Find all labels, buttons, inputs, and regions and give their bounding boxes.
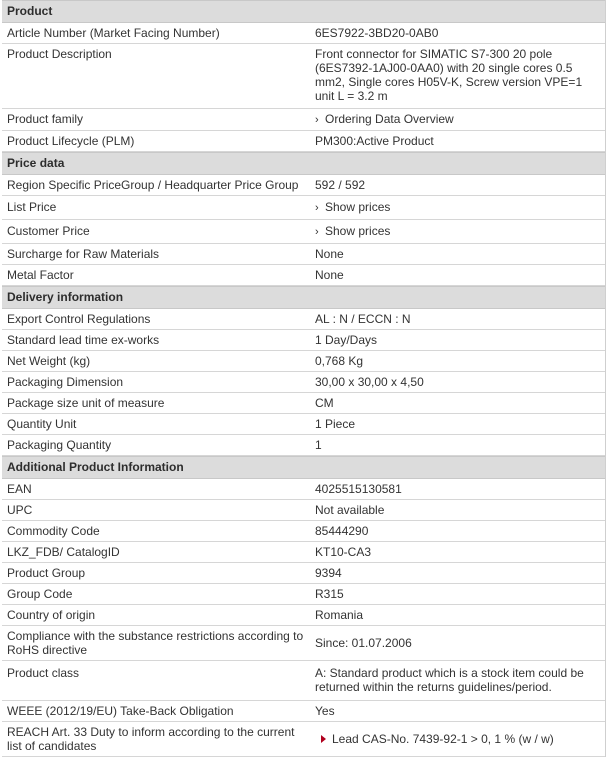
table-row	[2, 220, 605, 244]
row-value: Since: 01.07.2006	[309, 626, 605, 660]
triangle-right-icon	[321, 735, 326, 743]
row-value: 0,768 Kg	[309, 351, 605, 371]
link-label[interactable]: Ordering Data Overview	[325, 112, 454, 126]
row-value: 4025515130581	[309, 479, 605, 499]
row-label: Export Control Regulations	[7, 312, 151, 326]
table-row	[2, 521, 605, 542]
table-row	[2, 265, 605, 286]
row-label: Metal Factor	[7, 268, 74, 282]
row-label: Packaging Quantity	[7, 438, 112, 452]
link-label[interactable]: Show prices	[325, 200, 391, 214]
table-row	[2, 626, 605, 661]
row-label: REACH Art. 33 Duty to inform according to the current list of candidates	[7, 725, 295, 753]
section-header-delivery: Delivery information	[2, 286, 605, 309]
row-label: WEEE (2012/19/EU) Take-Back Obligation	[7, 704, 234, 718]
row-value: 85444290	[309, 521, 605, 541]
row-value: Not available	[309, 500, 605, 520]
row-value: A: Standard product which is a stock item could be returned within the returns guidelines/period.	[309, 661, 605, 700]
row-label: Standard lead time ex-works	[7, 333, 160, 347]
row-value: 30,00 x 30,00 x 4,50	[309, 372, 605, 392]
table-row	[2, 563, 605, 584]
row-value: 1	[309, 435, 605, 455]
table-row	[2, 435, 605, 456]
row-value: None	[309, 265, 605, 285]
row-label: Surcharge for Raw Materials	[7, 247, 160, 261]
table-row	[2, 393, 605, 414]
row-label: Compliance with the substance restrictions according to RoHS directive	[7, 629, 304, 657]
row-label: Package size unit of measure	[7, 396, 165, 410]
row-value: 1 Piece	[309, 414, 605, 434]
table-row	[2, 584, 605, 605]
table-row	[2, 330, 605, 351]
reach-info[interactable]	[309, 722, 605, 756]
table-row	[2, 661, 605, 701]
row-label: Country of origin	[7, 608, 96, 622]
table-row	[2, 196, 605, 220]
table-row	[2, 479, 605, 500]
row-label: Product Lifecycle (PLM)	[7, 134, 135, 148]
row-label: Product family	[7, 112, 84, 126]
chevron-right-icon: ›	[315, 202, 319, 214]
row-label: Group Code	[7, 587, 73, 601]
row-value: KT10-CA3	[309, 542, 605, 562]
table-row	[2, 175, 605, 196]
reach-value[interactable]: Lead CAS-No. 7439-92-1 > 0, 1 % (w / w)	[332, 732, 554, 746]
row-label: Net Weight (kg)	[7, 354, 91, 368]
row-value: Front connector for SIMATIC S7-300 20 pole (6ES7392-1AJ00-0AA0) with 20 single cores 0.5 mm2, Single cores H05V-K, Screw version VPE=1 unit L = 3.2 m	[309, 44, 605, 108]
table-row	[2, 131, 605, 152]
row-value: PM300:Active Product	[309, 131, 605, 151]
row-value: 1 Day/Days	[309, 330, 605, 350]
link-label[interactable]: Show prices	[325, 224, 391, 238]
table-row	[2, 372, 605, 393]
row-label: Customer Price	[7, 224, 90, 238]
row-value: 6ES7922-3BD20-0AB0	[309, 23, 605, 43]
row-label: Packaging Dimension	[7, 375, 124, 389]
table-row	[2, 605, 605, 626]
row-value: R315	[309, 584, 605, 604]
row-value: Yes	[309, 701, 605, 721]
row-value: None	[309, 244, 605, 264]
table-row	[2, 701, 605, 722]
row-label: List Price	[7, 200, 57, 214]
row-label: Commodity Code	[7, 524, 100, 538]
row-value: Romania	[309, 605, 605, 625]
product-data-sheet	[2, 0, 606, 757]
row-value: AL : N / ECCN : N	[309, 309, 605, 329]
table-row	[2, 23, 605, 44]
table-row	[2, 722, 605, 757]
chevron-right-icon: ›	[315, 114, 319, 126]
row-label: Product class	[7, 666, 80, 680]
chevron-right-icon: ›	[315, 226, 319, 238]
row-label: EAN	[7, 482, 32, 496]
section-header-additional: Additional Product Information	[2, 456, 605, 479]
row-label: UPC	[7, 503, 33, 517]
row-value: 592 / 592	[309, 175, 605, 195]
section-header-price: Price data	[2, 152, 605, 175]
row-label: Quantity Unit	[7, 417, 77, 431]
list-price-link[interactable]	[309, 196, 605, 219]
table-row	[2, 44, 605, 109]
row-label: Product Group	[7, 566, 86, 580]
row-label: Region Specific PriceGroup / Headquarter Price Group	[7, 178, 299, 192]
row-value: 9394	[309, 563, 605, 583]
product-family-link[interactable]	[309, 109, 605, 130]
table-row	[2, 414, 605, 435]
section-header-product: Product	[2, 0, 605, 23]
table-row	[2, 351, 605, 372]
customer-price-link[interactable]	[309, 220, 605, 243]
row-label: LKZ_FDB/ CatalogID	[7, 545, 120, 559]
table-row	[2, 244, 605, 265]
row-label: Article Number (Market Facing Number)	[7, 26, 220, 40]
table-row	[2, 542, 605, 563]
table-row	[2, 309, 605, 330]
table-row	[2, 500, 605, 521]
table-row	[2, 109, 605, 131]
row-label: Product Description	[7, 47, 112, 61]
row-value: CM	[309, 393, 605, 413]
